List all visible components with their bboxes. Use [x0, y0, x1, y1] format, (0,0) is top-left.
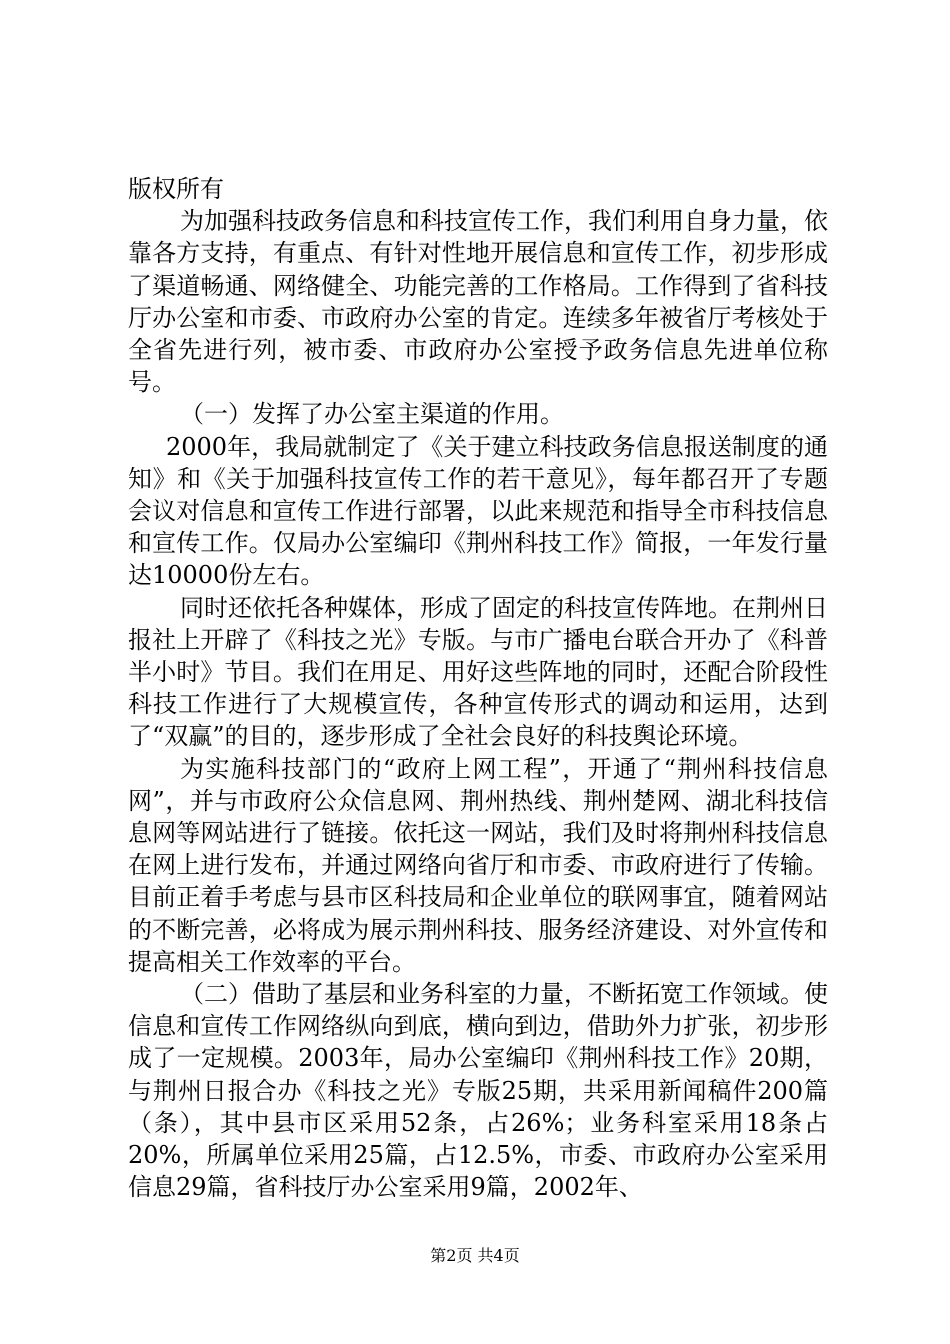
page-footer: 第2页 共4页	[430, 1246, 520, 1265]
copyright-line: 版权所有	[128, 175, 224, 203]
section-heading-2-paragraph: （二）借助了基层和业务科室的力量，不断拓宽工作领域。使信息和宣传工作网络纵向到底，横向到边，借助外力扩张，初步形成了一定规模。2003年，局办公室编印《荆州科技工作》20期，与荆州日报合办《科技之光》专版25期，共采用新闻稿件200篇（条），其中县市区采用52条，占26%；业务科室采用18条占20%，所属单位采用25篇，占12.5%，市委、市政府办公室采用信息29篇，省科技厅办公室采用9篇，2002年、	[128, 980, 828, 1202]
paragraph-2000: 2000年，我局就制定了《关于建立科技政务信息报送制度的通知》和《关于加强科技宣传工作的若干意见》，每年都召开了专题会议对信息和宣传工作进行部署，以此来规范和指导全市科技信息和宣传工作。仅局办公室编印《荆州科技工作》简报，一年发行量达10000份左右。	[128, 432, 828, 590]
paragraph-intro: 为加强科技政务信息和科技宣传工作，我们利用自身力量，依靠各方支持，有重点、有针对性地开展信息和宣传工作，初步形成了渠道畅通、网络健全、功能完善的工作格局。工作得到了省科技厅办公室和市委、市政府办公室的肯定。连续多年被省厅考核处于全省先进行列，被市委、市政府办公室授予政务信息先进单位称号。	[128, 207, 828, 397]
paragraph-media: 同时还依托各种媒体，形成了固定的科技宣传阵地。在荆州日报社上开辟了《科技之光》专版。与市广播电台联合开办了《科普半小时》节目。我们在用足、用好这些阵地的同时，还配合阶段性科技工作进行了大规模宣传，各种宣传形式的调动和运用，达到了“双赢”的目的，逐步形成了全社会良好的科技舆论环境。	[128, 593, 828, 751]
paragraph-website: 为实施科技部门的“政府上网工程”，开通了“荆州科技信息网”，并与市政府公众信息网、荆州热线、荆州楚网、湖北科技信息网等网站进行了链接。依托这一网站，我们及时将荆州科技信息在网上进行发布，并通过网络向省厅和市委、市政府进行了传输。目前正着手考虑与县市区科技局和企业单位的联网事宜，随着网站的不断完善，必将成为展示荆州科技、服务经济建设、对外宣传和提高相关工作效率的平台。	[128, 754, 828, 976]
document-body	[128, 173, 828, 1204]
section-heading-1: （一）发挥了办公室主渠道的作用。	[180, 400, 564, 429]
